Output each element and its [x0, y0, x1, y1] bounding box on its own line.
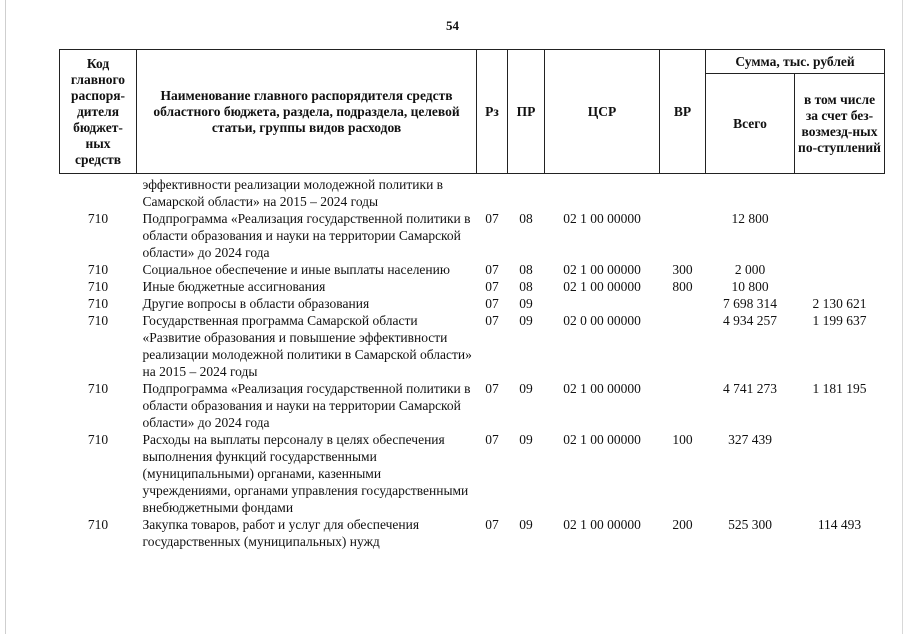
cell-rz: 07: [485, 279, 499, 294]
table-row: [60, 516, 885, 550]
cell-rz: 07: [485, 432, 499, 447]
cell-csr: 02 1 00 00000: [563, 279, 641, 294]
cell-rz: 07: [485, 517, 499, 532]
cell-total: 4 741 273: [723, 381, 777, 396]
cell-vr: 200: [672, 517, 693, 532]
cell-csr: [545, 174, 660, 211]
cell-gratuitous: [795, 278, 885, 295]
cell-csr: 02 1 00 00000: [563, 211, 641, 226]
header-pr: ПР: [508, 50, 545, 174]
cell-pr: 09: [519, 381, 533, 396]
scan-edge-right: [902, 0, 903, 634]
cell-total: 327 439: [728, 432, 772, 447]
cell-name: Государственная программа Самарской области «Развитие образования и повышение эффективности реализации молодежной политики в Самарской области» на 2015 – 2024 годы: [142, 313, 472, 379]
cell-code: 710: [87, 262, 109, 277]
cell-name: Социальное обеспечение и иные выплаты населению: [142, 262, 450, 277]
cell-total: 12 800: [731, 211, 769, 226]
cell-pr: 08: [519, 279, 533, 294]
cell-gratuitous: [795, 261, 885, 278]
cell-rz: 07: [485, 313, 499, 328]
cell-vr: [660, 210, 706, 261]
cell-pr: 08: [519, 211, 533, 226]
cell-pr: 09: [519, 432, 533, 447]
cell-pr: 08: [519, 262, 533, 277]
cell-name: Закупка товаров, работ и услуг для обеспечения государственных (муниципальных) нужд: [142, 517, 420, 549]
cell-vr: 300: [672, 262, 693, 277]
cell-name: Подпрограмма «Реализация государственной политики в области образования и науки на территории Самарской области» до 2024 года: [142, 381, 471, 430]
cell-pr: 09: [519, 296, 533, 311]
cell-pr: [508, 174, 545, 211]
table-row: [60, 312, 885, 380]
cell-csr: 02 1 00 00000: [563, 262, 641, 277]
cell-code: 710: [87, 296, 109, 311]
header-vr: ВР: [660, 50, 706, 174]
table-body: [60, 174, 885, 551]
header-rz: Рз: [477, 50, 508, 174]
cell-name: Другие вопросы в области образования: [142, 296, 370, 311]
header-total: Всего: [706, 74, 795, 174]
header-sum: Сумма, тыс. рублей: [706, 50, 885, 74]
cell-gratuitous: 1 199 637: [812, 313, 867, 328]
cell-total: 7 698 314: [723, 296, 777, 311]
cell-code: 710: [87, 313, 109, 328]
cell-rz: 07: [485, 211, 499, 226]
cell-csr: 02 1 00 00000: [563, 517, 641, 532]
table-header: [60, 50, 885, 174]
header-csr: ЦСР: [545, 50, 660, 174]
cell-code: 710: [87, 211, 109, 226]
cell-csr: 02 1 00 00000: [563, 432, 641, 447]
cell-vr: 100: [672, 432, 693, 447]
header-code: Код главного распоря-дителя бюджет-ных средств: [60, 50, 137, 174]
cell-rz: 07: [485, 296, 499, 311]
cell-name: Подпрограмма «Реализация государственной политики в области образования и науки на территории Самарской области» до 2024 года: [142, 211, 471, 260]
cell-vr: [660, 380, 706, 431]
cell-name: эффективности реализации молодежной политики в Самарской области» на 2015 – 2024 годы: [142, 177, 444, 209]
table-row: [60, 380, 885, 431]
table-row: [60, 431, 885, 516]
cell-csr: 02 1 00 00000: [563, 381, 641, 396]
cell-gratuitous: 2 130 621: [812, 296, 867, 311]
cell-rz: 07: [485, 262, 499, 277]
page-number: 54: [446, 18, 459, 33]
cell-csr: 02 0 00 00000: [563, 313, 641, 328]
table-row: [60, 210, 885, 261]
cell-code: 710: [87, 517, 109, 532]
cell-total: 4 934 257: [723, 313, 777, 328]
table-row: [60, 278, 885, 295]
table-row: [60, 295, 885, 312]
cell-gratuitous: [795, 174, 885, 211]
cell-total: 10 800: [731, 279, 769, 294]
cell-name: Иные бюджетные ассигнования: [142, 279, 326, 294]
cell-vr: 800: [672, 279, 693, 294]
cell-total: [706, 174, 795, 211]
cell-csr: [545, 295, 660, 312]
cell-vr: [660, 312, 706, 380]
cell-vr: [660, 295, 706, 312]
cell-gratuitous: [795, 210, 885, 261]
table-row: [60, 261, 885, 278]
header-gratuitous: в том числе за счет без-возмезд-ных по-ступлений: [795, 74, 885, 174]
cell-code: 710: [87, 279, 109, 294]
header-name: Наименование главного распорядителя средств областного бюджета, раздела, подраздела, целевой статьи, группы видов расходов: [137, 50, 477, 174]
budget-table: [59, 49, 885, 550]
cell-total: 525 300: [728, 517, 772, 532]
cell-pr: 09: [519, 313, 533, 328]
cell-code: 710: [87, 381, 109, 396]
cell-rz: [477, 174, 508, 211]
cell-code: 710: [87, 432, 109, 447]
table-row: [60, 174, 885, 211]
cell-total: 2 000: [734, 262, 766, 277]
cell-pr: 09: [519, 517, 533, 532]
cell-gratuitous: 114 493: [817, 517, 862, 532]
scan-edge-left: [5, 0, 6, 634]
cell-name: Расходы на выплаты персоналу в целях обеспечения выполнения функций государственными (муниципальными) органами, казенными учреждениями, органами управления государственными внебюджетными фондами: [142, 432, 469, 515]
cell-code: [60, 174, 137, 211]
cell-gratuitous: [795, 431, 885, 516]
cell-gratuitous: 1 181 195: [812, 381, 867, 396]
cell-vr: [660, 174, 706, 211]
cell-rz: 07: [485, 381, 499, 396]
